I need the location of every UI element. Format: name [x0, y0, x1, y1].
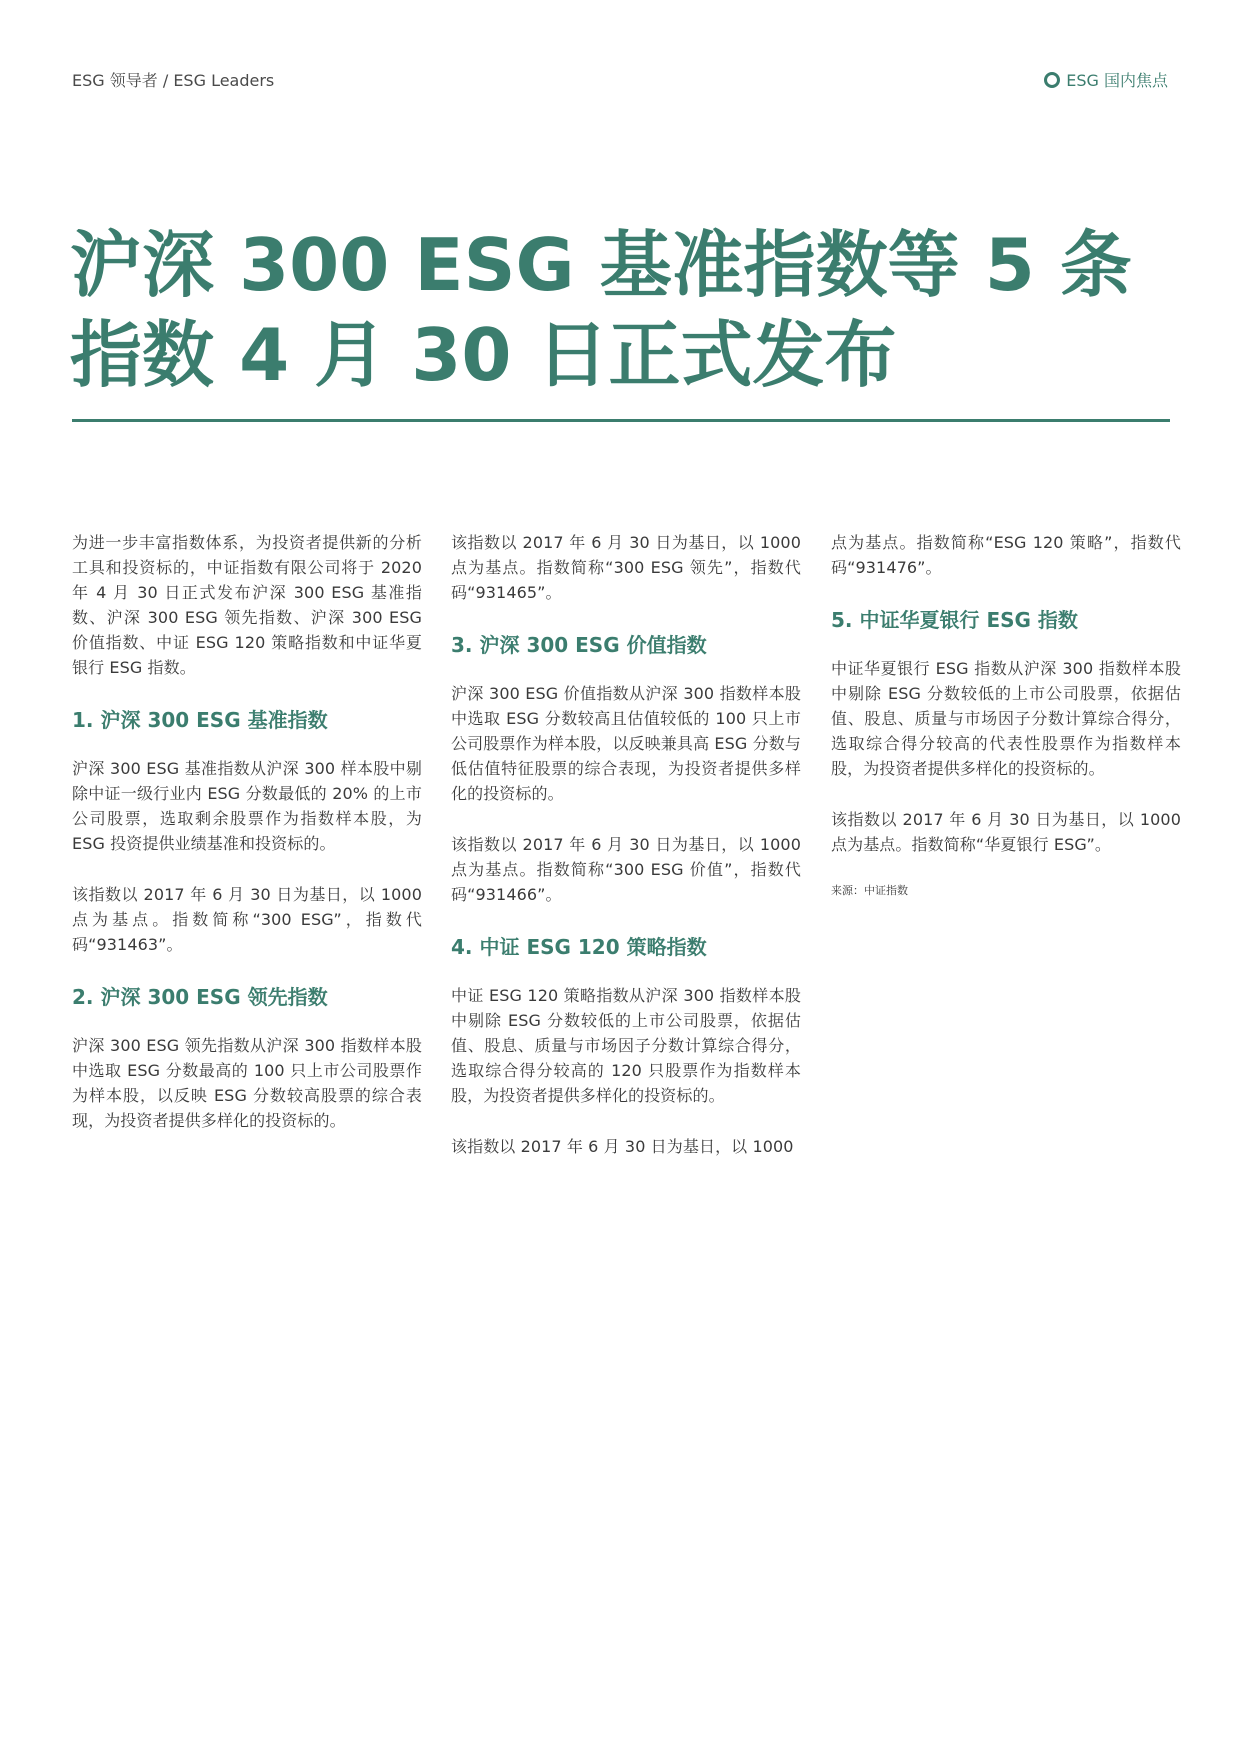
- section-3-paragraph-2: 该指数以 2017 年 6 月 30 日为基日，以 1000 点为基点。指数简称“300 ESG 价值”，指数代码“931466”。: [451, 835, 801, 904]
- section-heading-2: 2. 沪深 300 ESG 领先指数: [72, 985, 328, 1009]
- column-2: [451, 530, 801, 1185]
- running-header-right: [1044, 68, 1168, 91]
- section-1-paragraph-2: 该指数以 2017 年 6 月 30 日为基日，以 1000 点为基点。指数简称“300 ESG”，指数代码“931463”。: [72, 885, 422, 954]
- source-note: 来源：中证指数: [831, 884, 908, 897]
- section-5-paragraph-1: 中证华夏银行 ESG 指数从沪深 300 指数样本股中剔除 ESG 分数较低的上市公司股票，依据估值、股息、质量与市场因子分数计算综合得分，选取综合得分较高的代表性股票作为指数样本股，为投资者提供多样化的投资标的。: [831, 659, 1181, 778]
- section-heading-5: 5. 中证华夏银行 ESG 指数: [831, 608, 1078, 632]
- section-4-paragraph-1: 中证 ESG 120 策略指数从沪深 300 指数样本股中剔除 ESG 分数较低的上市公司股票，依据估值、股息、质量与市场因子分数计算综合得分，选取综合得分较高的 120 只股票作为指数样本股，为投资者提供多样化的投资标的。: [451, 986, 801, 1105]
- title-divider: [72, 419, 1170, 422]
- section-2-paragraph-2: 该指数以 2017 年 6 月 30 日为基日，以 1000 点为基点。指数简称“300 ESG 领先”，指数代码“931465”。: [451, 533, 801, 602]
- section-label: ESG 国内焦点: [1066, 71, 1168, 90]
- title-line-2: 指数 4 月 30 日正式发布: [70, 313, 897, 397]
- column-3: [831, 530, 1181, 899]
- section-1-paragraph-1: 沪深 300 ESG 基准指数从沪深 300 样本股中剔除中证一级行业内 ESG 分数最低的 20% 的上市公司股票，选取剩余股票作为指数样本股，为 ESG 投资提供业绩基准和投资标的。: [72, 759, 422, 853]
- title-line-1: 沪深 300 ESG 基准指数等 5 条: [70, 223, 1132, 307]
- section-heading-1: 1. 沪深 300 ESG 基准指数: [72, 708, 328, 732]
- intro-paragraph: 为进一步丰富指数体系，为投资者提供新的分析工具和投资标的，中证指数有限公司将于 2020 年 4 月 30 日正式发布沪深 300 ESG 基准指数、沪深 300 ESG 领先指数、沪深 300 ESG 价值指数、中证 ESG 120 策略指数和中证华夏银行 ESG 指数。: [72, 533, 422, 677]
- section-heading-3: 3. 沪深 300 ESG 价值指数: [451, 633, 707, 657]
- page-title: [70, 220, 1180, 400]
- column-1: [72, 530, 422, 1159]
- section-heading-4: 4. 中证 ESG 120 策略指数: [451, 935, 707, 959]
- section-2-paragraph-1: 沪深 300 ESG 领先指数从沪深 300 指数样本股中选取 ESG 分数最高的 100 只上市公司股票作为样本股，以反映 ESG 分数较高股票的综合表现，为投资者提供多样化的投资标的。: [72, 1036, 422, 1130]
- running-header-left: ESG 领导者 / ESG Leaders: [72, 71, 275, 90]
- section-5-paragraph-2: 该指数以 2017 年 6 月 30 日为基日，以 1000 点为基点。指数简称“华夏银行 ESG”。: [831, 810, 1181, 854]
- circle-icon: [1044, 72, 1060, 88]
- section-3-paragraph-1: 沪深 300 ESG 价值指数从沪深 300 指数样本股中选取 ESG 分数较高且估值较低的 100 只上市公司股票作为样本股，以反映兼具高 ESG 分数与低估值特征股票的综合表现，为投资者提供多样化的投资标的。: [451, 684, 801, 803]
- section-4-paragraph-2-start: 该指数以 2017 年 6 月 30 日为基日，以 1000: [451, 1137, 794, 1156]
- section-4-paragraph-2-end: 点为基点。指数简称“ESG 120 策略”，指数代码“931476”。: [831, 533, 1181, 577]
